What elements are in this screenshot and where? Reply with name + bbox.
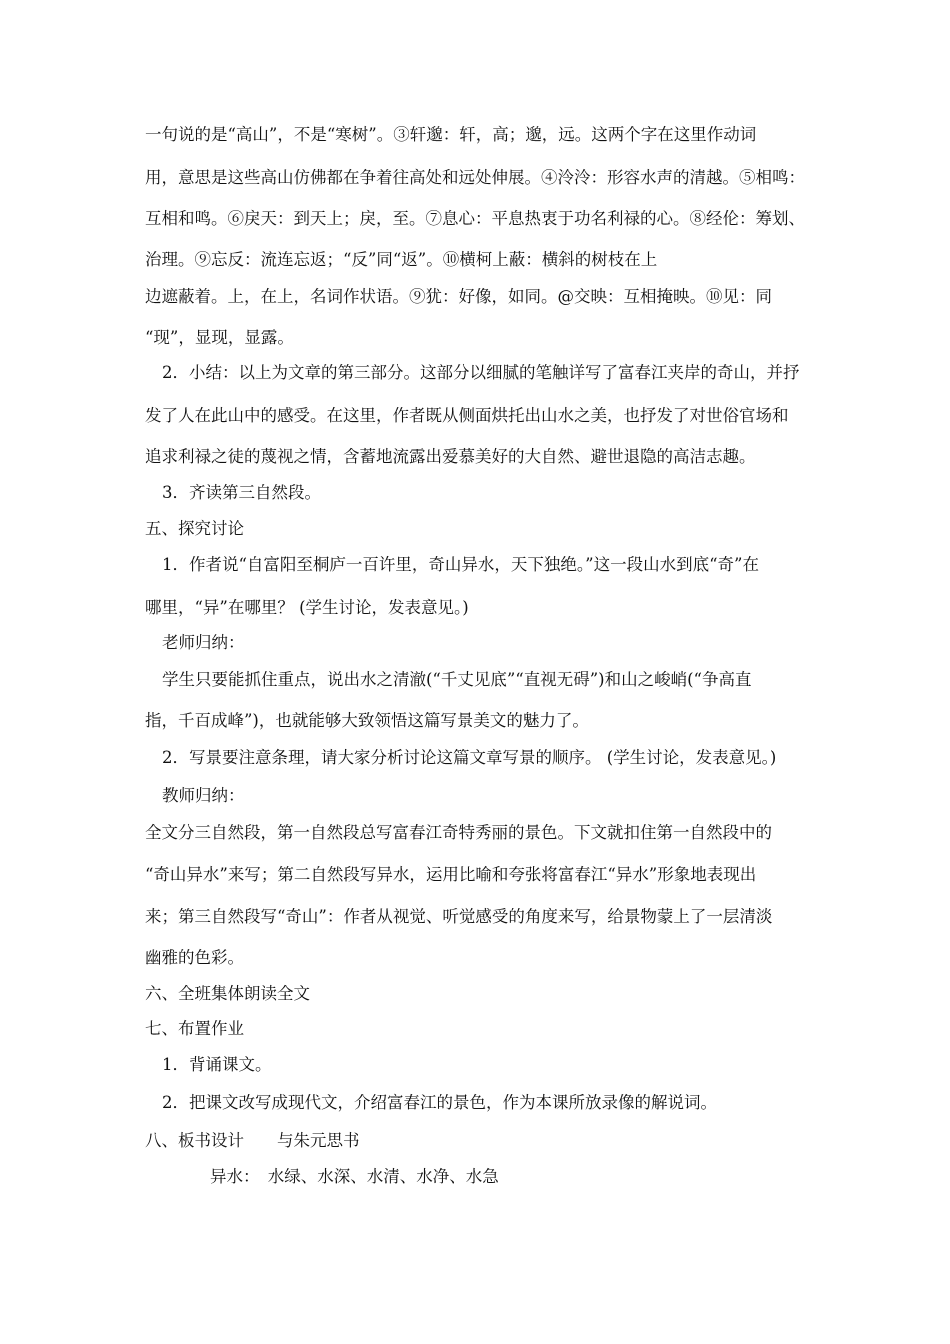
list-item: 2．把课文改写成现代文，介绍富春江的景色，作为本课所放录像的解说词。 <box>162 1093 717 1112</box>
section-heading: 六、全班集体朗读全文 <box>145 984 310 1003</box>
text-line: 来；第三自然段写“奇山”：作者从视觉、听觉感受的角度来写，给景物蒙上了一层清淡 <box>145 907 773 926</box>
section-heading: 八、板书设计 与朱元思书 <box>145 1131 360 1150</box>
text-line: 边遮蔽着。上，在上，名词作状语。⑨犹：好像，如同。@交映：互相掩映。⑩见：同 <box>145 287 772 306</box>
text-line: “现”，显现，显露。 <box>145 328 294 347</box>
text-line: 幽雅的色彩。 <box>145 948 244 967</box>
text-line: 发了人在此山中的感受。在这里，作者既从侧面烘托出山水之美，也抒发了对世俗官场和 <box>145 406 789 425</box>
text-line: 学生只要能抓住重点，说出水之清澈(“千丈见底”“直视无碍”)和山之峻峭(“争高直 <box>162 670 752 689</box>
list-item: 2．写景要注意条理，请大家分析讨论这篇文章写景的顺序。 (学生讨论，发表意见。) <box>162 748 777 767</box>
board-design-line: 异水： 水绿、水深、水清、水净、水急 <box>210 1167 499 1186</box>
label: 教师归纳： <box>162 786 245 805</box>
section-heading: 七、布置作业 <box>145 1019 244 1038</box>
section-heading: 五、探究讨论 <box>145 519 244 538</box>
list-item: 3．齐读第三自然段。 <box>162 483 321 502</box>
text-line: 追求利禄之徒的蔑视之情，含蓄地流露出爱慕美好的大自然、避世退隐的高洁志趣。 <box>145 447 756 466</box>
text-line: 指，千百成峰”)，也就能够大致领悟这篇写景美文的魅力了。 <box>145 711 589 730</box>
text-line: 全文分三自然段，第一自然段总写富春江奇特秀丽的景色。下文就扣住第一自然段中的 <box>145 823 772 842</box>
text-line: 一句说的是“高山”，不是“寒树”。③轩邈：轩，高；邈，远。这两个字在这里作动词 <box>145 125 757 144</box>
summary-paragraph: 2．小结：以上为文章的第三部分。这部分以细腻的笔触详写了富春江夹岸的奇山，并抒 <box>162 363 800 382</box>
label: 老师归纳： <box>162 633 245 652</box>
text-line: 互相和鸣。⑥戾天：到天上；戾，至。⑦息心：平息热衷于功名利禄的心。⑧经伦：筹划、 <box>145 209 805 228</box>
text-line: 用，意思是这些高山仿佛都在争着往高处和远处伸展。④泠泠：形容水声的清越。⑤相鸣： <box>145 168 805 187</box>
text-line: 治理。⑨忘反：流连忘返；“反”同“返”。⑩横柯上蔽：横斜的树枝在上 <box>145 250 658 269</box>
list-item: 1．背诵课文。 <box>162 1055 272 1074</box>
text-line: 哪里，“异”在哪里？ (学生讨论，发表意见。) <box>145 598 469 617</box>
list-item: 1．作者说“自富阳至桐庐一百许里，奇山异水，天下独绝。”这一段山水到底“奇”在 <box>162 555 759 574</box>
text-line: “奇山异水”来写；第二自然段写异水，运用比喻和夸张将富春江“异水”形象地表现出 <box>145 865 757 884</box>
